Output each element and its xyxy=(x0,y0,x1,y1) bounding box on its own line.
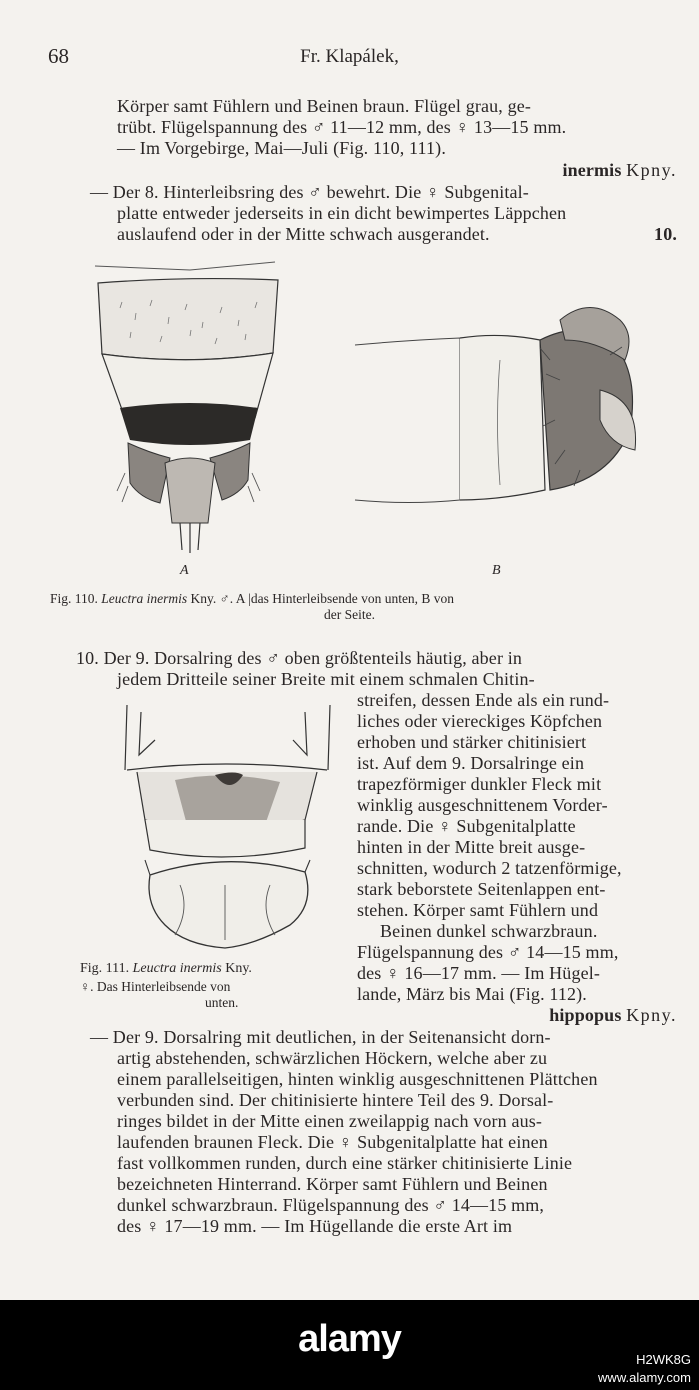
running-title: Fr. Klapálek, xyxy=(300,46,399,67)
text-line: — Der 8. Hinterleibsring des ♂ bewehrt. Die ♀ Subgenital- xyxy=(90,182,529,202)
species-entry xyxy=(562,160,677,181)
text-line: trübt. Flügelspannung des ♂ 11—12 mm, des ♀ 13—15 mm. xyxy=(117,117,567,137)
text-line: rande. Die ♀ Subgenitalplatte xyxy=(357,816,576,836)
page-number: 68 xyxy=(48,44,69,68)
key-reference: 10. xyxy=(654,224,677,244)
watermark-image-id: H2WK8G xyxy=(636,1352,691,1367)
text-line: fast vollkommen runden, durch eine stärker chitinisierte Linie xyxy=(117,1153,573,1173)
text-line: des ♀ 17—19 mm. — Im Hügellande die erste Art im xyxy=(117,1216,513,1236)
text-line: — Der 9. Dorsalring mit deutlichen, in der Seitenansicht dorn- xyxy=(90,1027,551,1047)
figure-110b-abdomen-lateral xyxy=(350,300,660,530)
figure-110-caption xyxy=(50,591,454,607)
species-author: Kpny. xyxy=(626,160,677,180)
caption-species: Leuctra inermis xyxy=(132,961,222,976)
caption-species: Leuctra inermis xyxy=(101,591,188,606)
text-line: stark beborstete Seitenlappen ent- xyxy=(357,879,606,899)
text-line: artig abstehenden, schwärzlichen Höckern, welche aber zu xyxy=(117,1048,548,1068)
text-line: verbunden sind. Der chitinisierte hintere Teil des 9. Dorsal- xyxy=(117,1090,554,1110)
text-line: Flügelspannung des ♂ 14—15 mm, xyxy=(357,942,619,962)
figure-110-caption-line2: der Seite. xyxy=(324,607,375,622)
text-line: hinten in der Mitte breit ausge- xyxy=(357,837,586,857)
text-line: dunkel schwarzbraun. Flügelspannung des ♂ 14—15 mm, xyxy=(117,1195,545,1215)
text-line: einem parallelseitigen, hinten winklig ausgeschnittenen Plättchen xyxy=(117,1069,598,1089)
species-name: hippopus xyxy=(549,1005,622,1025)
text-line: 10. Der 9. Dorsalring des ♂ oben größtenteils häutig, aber in xyxy=(76,648,523,668)
text-line: streifen, dessen Ende als ein rund- xyxy=(357,690,610,710)
species-name: inermis xyxy=(562,160,622,180)
figure-111-caption-line3: unten. xyxy=(205,995,239,1010)
text-line: trapezförmiger dunkler Fleck mit xyxy=(357,774,602,794)
text-line: ist. Auf dem 9. Dorsalringe ein xyxy=(357,753,585,773)
text-line: bezeichneten Hinterrand. Körper samt Fühlern und Beinen xyxy=(117,1174,548,1194)
text-line: stehen. Körper samt Fühlern und xyxy=(357,900,599,920)
figure-111-caption xyxy=(80,961,252,977)
text-line: auslaufend oder in der Mitte schwach ausgerandet. xyxy=(117,224,490,244)
figure-label-a: A xyxy=(180,563,189,578)
figure-111-caption-line2: ♀. Das Hinterleibsende von xyxy=(80,979,231,994)
species-entry xyxy=(549,1005,677,1026)
text-line: des ♀ 16—17 mm. — Im Hügel- xyxy=(357,963,601,983)
figure-label-b: B xyxy=(492,563,501,578)
text-line: jedem Dritteile seiner Breite mit einem schmalen Chitin- xyxy=(117,669,535,689)
text-line: Beinen dunkel schwarzbraun. xyxy=(380,921,598,941)
text-line: liches oder viereckiges Köpfchen xyxy=(357,711,603,731)
text-line: winklig ausgeschnittenem Vorder- xyxy=(357,795,608,815)
caption-text: Kny. xyxy=(225,961,252,976)
text-line: lande, März bis Mai (Fig. 112). xyxy=(357,984,587,1004)
caption-prefix: Fig. 110. xyxy=(50,591,98,606)
text-line: platte entweder jederseits in ein dicht bewimpertes Läppchen xyxy=(117,203,567,223)
text-line: laufenden braunen Fleck. Die ♀ Subgenitalplatte hat einen xyxy=(117,1132,548,1152)
species-author: Kpny. xyxy=(626,1005,677,1025)
watermark-url: www.alamy.com xyxy=(598,1370,691,1385)
figure-110a-abdomen-ventral xyxy=(90,258,290,558)
running-header xyxy=(0,44,699,74)
text-line: schnitten, wodurch 2 tatzenförmige, xyxy=(357,858,622,878)
text-line: ringes bildet in der Mitte einen zweilappig nach vorn aus- xyxy=(117,1111,543,1131)
text-line: Körper samt Fühlern und Beinen braun. Flügel grau, ge- xyxy=(117,96,532,116)
text-line: — Im Vorgebirge, Mai—Juli (Fig. 110, 111). xyxy=(117,138,446,158)
text-line: erhoben und stärker chitinisiert xyxy=(357,732,587,752)
caption-prefix: Fig. 111. xyxy=(80,961,130,976)
watermark-logo: alamy xyxy=(298,1318,401,1360)
caption-text: Kny. ♂. A |das Hinterleibsende von unten, B von xyxy=(190,591,455,606)
figure-111-abdomen-female xyxy=(115,700,345,958)
